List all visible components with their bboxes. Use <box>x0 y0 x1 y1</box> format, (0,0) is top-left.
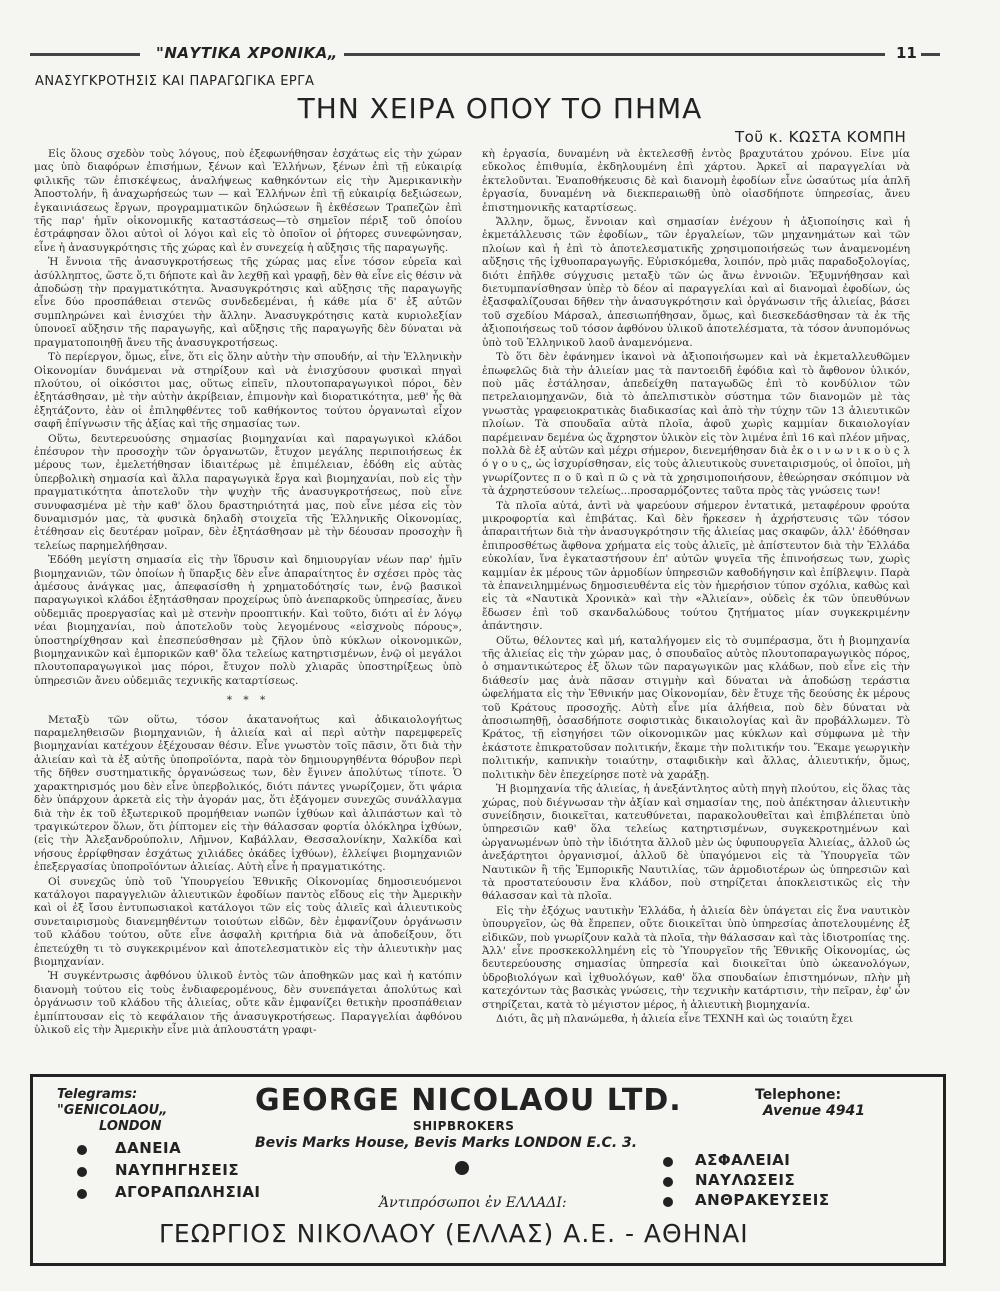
service-item: ΑΝΘΡΑΚΕΥΣΕΙΣ <box>695 1191 830 1209</box>
paragraph: Οὕτω, θέλοντες καὶ μή, καταλήγομεν εἰς τὸ συμπέρασμα, ὅτι ἡ βιομηχανία τῆς ἁλιείας εἰς τὴν χώραν μας, ὁ σπουδαῖος αὐτὸς πλουτοπαραγωγικὸς πόρος, ὁ σημαντικώτερος ἐξ ὅλων τῶν παραγωγικῶν μας κλάδων, ποὺ εἶνε εἰς τὴν διάθεσίν μας ἀνὰ πᾶσαν στιγμὴν καὶ δύναται νὰ ἀποδώσῃ τεράστια ὠφελήματα εἰς τὴν Ἐθνικήν μας Οἰκονομίαν, δὲν ἔτυχε τῆς δεούσης ἐκ μέρους τοῦ Κράτους προσοχῆς. Αὐτὴ εἶνε μία ἀλήθεια, ποὺ δὲν δύναται νὰ ἀποσιωπηθῇ, ὁσασδήποτε σοφιστικὰς δικαιολογίας καὶ ἂν προβάλλωμεν. Τὸ Κράτος, τῇ εἰσηγήσει τῶν οἰκονομικῶν μας κύκλων καὶ σύμφωνα μὲ τὴν ἑκάστοτε ἐπικρατοῦσαν πολιτικήν, ἔκαμε τὴν πολιτικήν του. Ἔκαμε γεωργικὴν πολιτικήν, καπνικὴν τοιαύτην, σταφιδικὴν καὶ ἄλλας, ἁλιευτικήν, ὅμως, πολιτικὴν δὲν ἐπεχείρησε ποτὲ νὰ χαράξῃ. <box>482 634 910 781</box>
header-rule-left <box>30 53 140 56</box>
service-item: ΔΑΝΕΙΑ <box>115 1139 182 1157</box>
header-rule-middle <box>330 53 885 56</box>
company-type: SHIPBROKERS <box>413 1119 515 1133</box>
paragraph: Τὸ περίεργον, ὅμως, εἶνε, ὅτι εἰς ὅλην αὐτὴν τὴν σπουδήν, αἱ τὴν Ἑλληνικὴν Οἰκονομίαν δυνάμεναι νὰ στηρίξουν καὶ νὰ ἐνισχύσουν φυσικαὶ πηγαὶ πλούτου, οἱ οἰκόσιτοι μας, οὕτως εἰπεῖν, πλουτοπαραγωγικοὶ πόροι, δὲν ἐξητάσθησαν, μὲ τὴν αὐτὴν ἀκρίβειαν, ἐπιμονὴν καὶ διορατικότητα, μεθ' ἧς θὰ ἐξητάζοντο, ἐὰν οἱ ἐπιληφθέντες τοῦ καθήκοντος τούτου ὁργανωταὶ εἶχον σαφῆ ἐπίγνωσιν τῆς ἀξίας καὶ τῆς σημασίας των. <box>34 351 462 431</box>
company-address: Bevis Marks House, Bevis Marks LONDON E.C. 3. <box>255 1135 638 1151</box>
left-column <box>34 148 462 1060</box>
paragraph: Διότι, ἂς μὴ πλανώμεθα, ἡ ἁλιεία εἶνε ΤΕΧΝΗ καὶ ὡς τοιαύτη ἔχει <box>496 1013 853 1025</box>
greek-company-name: ΓΕΩΡΓΙΟΣ ΝΙΚΟΛΑΟΥ (ΕΛΛΑΣ) Α.Ε. - ΑΘΗΝΑΙ <box>159 1219 749 1248</box>
page-number: 11 <box>892 44 921 62</box>
service-item: ΑΓΟΡΑΠΩΛΗΣΙΑΙ <box>115 1183 261 1201</box>
bullet-icon <box>663 1197 673 1207</box>
service-item: ΝΑΥΛΩΣΕΙΣ <box>695 1171 796 1189</box>
paragraph: Εἰς ὅλους σχεδὸν τοὺς λόγους, ποὺ ἐξεφωνήθησαν ἐσχάτως εἰς τὴν χώραν μας ὑπὸ διαφόρων ἐπισήμων, ξένων καὶ Ἑλλήνων, ξένων ἐπὶ τῇ εὐκαιρίᾳ φιλικῆς τῶν ἐπισκέψεως, ἀναλήψεως καθηκόντων εἰς τὴν Ἀμερικανικὴν Ἀποστολήν, ἢ ἀναχωρήσεώς των — καὶ Ἑλλήνων ἐπὶ τῇ εὐκαιρίᾳ δεξιώσεων, ἐγκαινιάσεως ἔργων, προγραμματικῶν δηλώσεων ἢ ἐκθέσεων Τραπεζῶν ἐπὶ τῆς παρ' ἡμῖν οἰκονομικῆς καταστάσεως—τὸ σημεῖον πέριξ τοῦ ὁποίου ἐστράφησαν ὅλοι αὐτοὶ οἱ λόγοι καὶ εἰς τὸ ὁποῖον οἱ ῥήτορες συνεφώνησαν, εἶνε ἡ ἀνασυγκρότησις τῆς χώρας καὶ ἐν συνεχείᾳ ἡ αὔξησις τῆς παραγωγῆς. <box>34 148 462 254</box>
paragraph: Οὕτω, δευτερευούσης σημασίας βιομηχανίαι καὶ παραγωγικοὶ κλάδοι ἐπέσυρον τὴν προσοχὴν τῶν ὀργανωτῶν, ἔτυχον μεγάλης περιποιήσεως ἐκ μέρους των, ἐμελετήθησαν ἰδιαιτέρως μὲ ἐπιμέλειαν, ἐδόθη εἰς αὐτὰς ὑπερβολικὴ σημασία καὶ ἄλλα παραγωγικὰ ἔργα καὶ βιομηχανίαι, ποὺ εἰς τὴν πραγματικότητα ἀποτελοῦν τὴν ψυχὴν τῆς ἀνασυγκροτήσεως, ποὺ εἶνε συνυφασμένα μὲ τὴν καθ' ὅλου δραστηριότητά μας, ποὺ εἶνε μέσα εἰς τὸν δυναμισμόν μας, τὰ φυσικὰ δηλαδὴ στοιχεῖα τῆς Ἑλληνικῆς Οἰκονομίας, ἐτέθησαν εἰς δευτέραν μοῖραν, δὲν ἐξητάσθησαν μὲ τὴν δέουσαν προσοχὴν ἢ τελείως παρημελήθησαν. <box>34 432 462 552</box>
article-title: ΤΗΝ ΧΕΙΡΑ ΟΠΟΥ ΤΟ ΠΗΜΑ <box>297 92 703 125</box>
telephone-number: Avenue 4941 <box>763 1103 865 1119</box>
telegrams-city: LONDON <box>99 1119 162 1134</box>
magazine-name: "ΝΑΥΤΙΚΑ ΧΡΟΝΙΚΑ„ <box>150 44 344 62</box>
paragraph: Μεταξὺ τῶν οὕτω, τόσον ἀκατανοήτως καὶ ἀδικαιολογήτως παραμεληθεισῶν βιομηχανιῶν, ἡ ἁλιεία καὶ αἱ περὶ αὐτὴν παρεμφερεῖς βιομηχανίαι κατέχουν ἐξέχουσαν θέσιν. Εἶνε γνωστὸν τοῖς πᾶσιν, ὅτι διὰ τὴν ἁλιείαν καὶ τὰ ἐξ αὐτῆς ὑποπροϊόντα, παρὰ τὸν δημιουργηθέντα θόρυβον περὶ τῆς δῆθεν συστηματικῆς ὀργανώσεως των, δὲν ἔγινεν ἀπολύτως τίποτε. Ὁ χαρακτηρισμός μου δὲν εἶνε ὑπερβολικός, διότι πάντες γνωρίζομεν, ὅτι ψάρια δὲν ὑπάρχουν ἀρκετὰ εἰς τὴν ἀγοράν μας, ὅτι ἐξάγομεν συνεχῶς συνάλλαγμα διὰ τὴν ἐκ τοῦ ἐξωτερικοῦ προμήθειαν νωπῶν ἰχθύων καὶ ἀλιπάστων καὶ τὸ τραγικώτερον ὅλων, ὅτι ῥίπτομεν εἰς τὴν θάλασσαν φορτία ὁλόκληρα ἰχθύων, (εἰς τὴν Ἀλεξανδρούπολιν, Λῆμνον, Καβάλλαν, Θεσσαλονίκην, Χαλκίδα καὶ νήσους ἐρρίφθησαν ἐσχάτως χιλιάδες ὀκάδες ἰχθύων), ἐλλείψει βιομηχανιῶν ἐπεξεργασίας ὑποπροϊόντων ἁλιείας. Αὐτὴ εἶνε ἡ πραγματικότης. <box>34 713 462 874</box>
bullet-icon <box>77 1189 87 1199</box>
center-bullet-icon <box>455 1161 469 1175</box>
paragraph: Ἡ ἔννοια τῆς ἀνασυγκροτήσεως τῆς χώρας μας εἶνε τόσον εὐρεῖα καὶ ἀσύλληπτος, ὥστε ὅ,τι δήποτε καὶ ἂν λεχθῇ καὶ γραφῇ, δὲν θὰ εἶνε εἰς θέσιν νὰ ἀποδώσῃ τὴν πραγματικότητα. Ἀνασυγκρότησις καὶ αὔξησις τῆς παραγωγῆς εἶνε δύο προσπάθειαι στενῶς συνδεδεμέναι, ἡ κάθε μία δ' ἐξ αὐτῶν συμπληρώνει καὶ ἐνισχύει τὴν ἄλλην. Ἀνασυγκρότησις κατὰ κυριολεξίαν ὑπονοεῖ αὔξησιν τῆς παραγωγῆς, καὶ αὔξησις τῆς παραγωγῆς δὲν δύναται νὰ πραγματοποιηθῇ ἄνευ τῆς ἀνασυγκροτήσεως. <box>34 256 462 349</box>
paragraph: Ἄλλην, ὅμως, ἔννοιαν καὶ σημασίαν ἐνέχουν ἡ ἀξιοποίησις καὶ ἡ ἐκμετάλλευσις τῶν ἐφοδίων„ τῶν ἐργαλείων, τῶν μηχανημάτων καὶ τῶν πλοίων καὶ ἡ ἐπὶ τὸ ἀποτελεσματικῆς χρησιμοποιήσεώς των ἀναμενομένη αὔξησις τῆς ἰχθυοπαραγωγῆς. Εὑρισκόμεθα, λοιπόν, πρὸ μιᾶς παραδοξολογίας, διότι ἐπῆλθε σύγχυσις μεταξὺ τῶν ὡς ἄνω ἐννοιῶν. Ἐξυμνήθησαν καὶ διετυμπανίσθησαν ὑπὲρ τὸ δέον αἱ παραγγελίαι καὶ αἱ διανομαὶ ἐφοδίων, ὡς ἐξασφαλίζουσαι δῆθεν τὴν ἀνασυγκρότησιν καὶ ὀργάνωσιν τῆς ἁλιείας, βάσει τοῦ σχεδίου Μάρσαλ, ἀπεσιωπήθησαν, ὅμως, καὶ διεσκεδάσθησαν τὰ ἐκ τῆς ἀξιοποιήσεως τοῦ τόσον ἀφθόνου ὑλικοῦ ἀποτελέσματα, τὰ τόσον ἀνυπομόνως ὑπὸ τοῦ Ἑλληνικοῦ λαοῦ ἀναμενόμενα. <box>482 216 910 349</box>
company-name: GEORGE NICOLAOU LTD. <box>255 1083 682 1118</box>
bullet-icon <box>663 1157 673 1167</box>
page-header <box>30 44 940 64</box>
section-separator: * * * <box>226 694 270 707</box>
representatives-label: Ἀντιπρόσωποι ἐν ΕΛΛΑΔΙ: <box>379 1195 567 1211</box>
telegrams-label: Telegrams: <box>57 1087 138 1102</box>
paragraph: Ἡ συγκέντρωσις ἀφθόνου ὑλικοῦ ἐντὸς τῶν ἀποθηκῶν μας καὶ ἡ κατόπιν διανομὴ τούτου εἰς τοὺς ἐνδιαφερομένους, δὲν συνεπάγεται ἀπολύτως καὶ ὀργάνωσιν τοῦ κλάδου τῆς ἁλιείας, οὔτε κἂν ἐμφανίζει θετικὴν προσπάθειαν ἐμπίπτουσαν εἰς τὸ κεφάλαιον τῆς ἀνασυγκροτήσεως. Παραγγελίαι ἀφθόνου ὑλικοῦ εἰς τὴν Ἀμερικὴν εἶνε μιὰ ἁπλουστάτη γραφι- <box>34 970 462 1036</box>
service-item: ΝΑΥΠΗΓΗΣΕΙΣ <box>115 1161 240 1179</box>
telephone-label: Telephone: <box>755 1087 842 1103</box>
paragraph: Τὸ ὅτι δὲν ἐφάνημεν ἱκανοὶ νὰ ἀξιοποιήσωμεν καὶ νὰ ἐκμεταλλευθῶμεν ἐπωφελῶς διὰ τὴν ἁλιείαν μας τὰ παντοειδῆ ἐφόδια καὶ τὸ ἄφθονον ὑλικόν, ποὺ μᾶς ἐστάλησαν, ἀπεδείχθη παταγωδῶς ἐπὶ τὸ κονδύλιον τῶν πετρελαιομηχανῶν, διὰ τὸ ἀπελπιστικὸν σύστημα τῶν διανομῶν μὲ τὰς γνωστὰς γραφειοκρατικὰς διαδικασίας καὶ ἀπὸ τὴν τύχην τῶν 13 ἁλιευτικῶν πλοίων. Τὰ σπουδαῖα αὐτὰ πλοῖα, ἀφοῦ χωρὶς καμμίαν δικαιολογίαν παρέμειναν δεμένα ὡς ἄχρηστον ὑλικὸν εἰς τὸν λιμένα ἐπὶ 16 καὶ πλέον μῆνας, πολλὰ δὲ ἐξ αὐτῶν καὶ μέχρι σήμερον, διενεμήθησαν διὰ ἐκ ο ι ν ω ν ι κ ο ὺ ς λ ό γ ο υ ς„ ὡς ἰσχυρίσθησαν, εἰς τοὺς ἁλιευτικοὺς συνεταιρισμούς, οἱ ὁποῖοι, μὴ γνωρίζοντες π ο ῦ καὶ π ῶ ς νὰ τὰ χρησιμοποιήσουν, ἐθεώρησαν σκόπιμον νὰ τὰ ἀχρηστεύσουν τελείως...προσαρμόζοντες ταῦτα πρὸς τὰς γνώσεις των! <box>482 351 910 498</box>
paragraph: Οἱ συνεχῶς ὑπὸ τοῦ Ὑπουργείου Ἐθνικῆς Οἰκονομίας δημοσιευόμενοι κατάλογοι παραγγελιῶν ἁλιευτικῶν ἐφοδίων παντὸς εἴδους εἰς τὴν Ἀμερικὴν καὶ οἱ ἐξ ἴσου ἐντυπωσιακοὶ κατάλογοι τῶν εἰς τοὺς ἁλιεῖς καὶ ἁλιευτικοὺς συνεταιρισμοὺς διανεμηθέντων τοιούτων εἰδῶν, δὲν ἐμφανίζουν ὀργάνωσιν τοῦ κλάδου τούτου, οὔτε εἶνε ἀσφαλὴ κριτήρια διὰ νὰ ἀποδείξουν, ὅτι ἐπετεύχθη τι τὸ συγκεκριμένον καὶ ἀποτελεσματικὸν εἰς τὴν ἁλιευτικὴν μας βιομηχανίαν. <box>34 875 462 968</box>
paragraph: Ἡ βιομηχανία τῆς ἁλιείας, ἡ ἀνεξάντλητος αὐτὴ πηγὴ πλούτου, εἰς ὅλας τὰς χώρας, ποὺ διέγνωσαν τὴν ἀξίαν καὶ σημασίαν της, ποὺ ἀπέκτησαν ἁλιευτικὴν συνείδησιν, διοικεῖται, κατευθύνεται, παρακολουθεῖται καὶ ἐπιβλέπεται ὑπὸ ὑπηρεσιῶν καθ' ὅλα τελείως κατηρτισμένων, συγκεκροτημένων καὶ ὠργανωμένων ὑπὸ τὴν ἰδιότητα ἄλλοῦ μὲν ὡς ὑφυπουργεῖα Ἀλιείας„ ἀλλοῦ ὡς ἀνεξάρτητοι ὀργανισμοί, ἀλλοῦ δὲ ὑπαγόμενοι εἰς τὰ Ὑπουργεῖα τῶν Ναυτικῶν ἢ τῆς Ἐμπορικῆς Ναυτιλίας, τῶν ἁρμοδιοτέρων ὡς ὑπηρεσιῶν καὶ τὰ προστατεύουσιν ἕνα κλάδον, ποὺ στηρίζεται ἀποκλειστικῶς εἰς τὴν θάλασσαν καὶ τὰ πλοῖα. <box>482 783 910 903</box>
article-author: Τοῦ κ. ΚΩΣΤΑ ΚΟΜΠΗ <box>735 128 907 146</box>
bullet-icon <box>77 1145 87 1155</box>
section-label: ΑΝΑΣΥΓΚΡΟΤΗΣΙΣ ΚΑΙ ΠΑΡΑΓΩΓΙΚΑ ΕΡΓΑ <box>35 74 315 89</box>
service-item: ΑΣΦΑΛΕΙΑΙ <box>695 1151 791 1169</box>
bullet-icon <box>77 1167 87 1177</box>
paragraph: Τὰ πλοῖα αὐτά, ἀντὶ νὰ ψαρεύουν σήμερον ἐντατικά, μεταφέρουν φρούτα μικροφορτία καὶ ἐπιβάτας. Καὶ δὲν ἤρκεσεν ἡ ἀχρήστευσις τῶν τόσον ἀπαραιτήτων διὰ τὴν ἀνασυγκρότησιν τῆς ἁλιείας μας σκαφῶν, ἀλλ' ἐδόθησαν ἐπιπροσθέτως ἄφθονα χρήματα εἰς τοὺς ἁλιεῖς, μὲ ἀπίστευτον διὰ τὴν Ἑλλάδα εὐκολίαν, ἵνα ἐγκαταστήσουν ἐπ' αὐτῶν ψυγεῖα τῆς ἐπινοήσεως των, χωρὶς καμμίαν ἐκ μέρους τῶν ἁρμοδίων ὑπηρεσιῶν καθοδήγησιν καὶ ἐπίβλεψιν. Παρὰ τὰ ἐπανειλημμένως δημοσιευθέντα εἰς τὸν ἡμερήσιον τύπον σχόλια, καθὼς καὶ εἰς τὰ «Ναυτικὰ Χρονικὰ» καὶ τὴν «Ἀλιείαν», οὐδεὶς ἐκ τῶν ὑπευθύνων ἔδωσεν ἐπὶ τοῦ σκανδαλώδους τούτου ζητήματος μίαν συγκεκριμένην ἀπάντησιν. <box>482 499 910 633</box>
telegrams-address: "GENICOLAOU„ <box>57 1103 168 1118</box>
bullet-icon <box>663 1177 673 1187</box>
paragraph: Εἰς τὴν ἐξόχως ναυτικὴν Ἑλλάδα, ἡ ἁλιεία δὲν ὑπάγεται εἰς ἕνα ναυτικὸν ὑπουργεῖον, ὡς θὰ ἔπρεπεν, οὔτε διοικεῖται ὑπὸ ὑπηρεσίας ἀποτελουμένης ἐξ εἰδικῶν, ποὺ γνωρίζουν καλὰ τὰ πλοῖα, τὴν θάλασσαν καὶ τὰς ἰδιοτροπίας της. Ἀλλ' εἶνε προσκεκολλημένη εἰς τὸ Ὑπουργεῖον τῆς Ἐθνικῆς Οἰκονομίας, ὡς δευτερεύουσης σημασίας ὑπηρεσία καὶ διοικεῖται ὑπὸ ὠκεανολόγων, ὑδροβιολόγων καὶ ἰχθυολόγων, καθ' ὅλα σπουδαίων ἐπιστημόνων, πλὴν μὴ κατεχόντων τὰς βασικὰς γνώσεις, τὴν τεχνικὴν κατάρτισιν, τὴν πεῖραν, ἐφ' ὧν στηρίζεται, κατὰ τὸ μέγιστον μέρος, ἡ ἁλιευτικὴ βιομηχανία. <box>482 904 910 1011</box>
right-column <box>482 148 910 1062</box>
paragraph: Ἐδόθη μεγίστη σημασία εἰς τὴν ἵδρυσιν καὶ δημιουργίαν νέων παρ' ἡμῖν βιομηχανιῶν, τῶν ὁποίων ἡ ὕπαρξις δὲν εἶνε ἀπαραίτητος ἐν σχέσει πρὸς τὰς ἀμέσους ἀνάγκας μας, ἀπεφασίσθη ἡ χρηματοδότησίς των, ἐνῷ βασικοὶ παραγωγικοὶ κλάδοι ἐξητάσθησαν προχείρως ὑπὸ ἀνεπαρκοῦς ὑπηρεσίας, ἄνευ οὐδεμιᾶς προεργασίας καὶ μὲ στενὴν προοπτικήν. Καὶ τοῦτο, διότι αἱ ἐν λόγῳ νέαι βιομηχανίαι, ποὺ ἀποτελοῦν τοὺς λεγομένους «εἰσχνοὺς πόρους», ὑποστηρίχθησαν καὶ ἐπεσπεύσθησαν μὲ ζῆλον ὑπὸ κύκλων οἰκονομικῶν, βιομηχανικῶν καὶ ἐμπορικῶν καθ' ὅλα τελείως κατηρτισμένων, ἐνῷ οἱ μεγάλοι πλουτοπαραγωγικοὶ μας πόροι, ἔτυχον πολὺ χλιαρᾶς ὑποστηρίξεως ὑπὸ ὑπηρεσιῶν ἄνευ οὐδεμιᾶς τεχνικῆς καταρτίσεως. <box>34 554 462 687</box>
advertisement-box <box>30 1074 946 1266</box>
paragraph: κὴ ἐργασία, δυναμένη νὰ ἐκτελεσθῇ ἐντὸς βραχυτάτου χρόνου. Εἶνε μία εὔκολος ἐπιθυμία, ἐκδηλουμένη ἐπὶ χάρτου. Ἀρκεῖ αἱ παραγγελίαι νὰ ἐκτελοῦνται. Ἐναποθήκευσις δὲ καὶ διανομὴ ἐφοδίων εἶνε ὡσαύτως μία ἁπλῆ ἐργασία, δυναμένη νὰ διεκπεραιωθῇ ὑπὸ οἱασδήποτε ὑπηρεσίας, ἄνευ ἐπιστημονικῆς καταρτίσεως. <box>482 148 910 214</box>
